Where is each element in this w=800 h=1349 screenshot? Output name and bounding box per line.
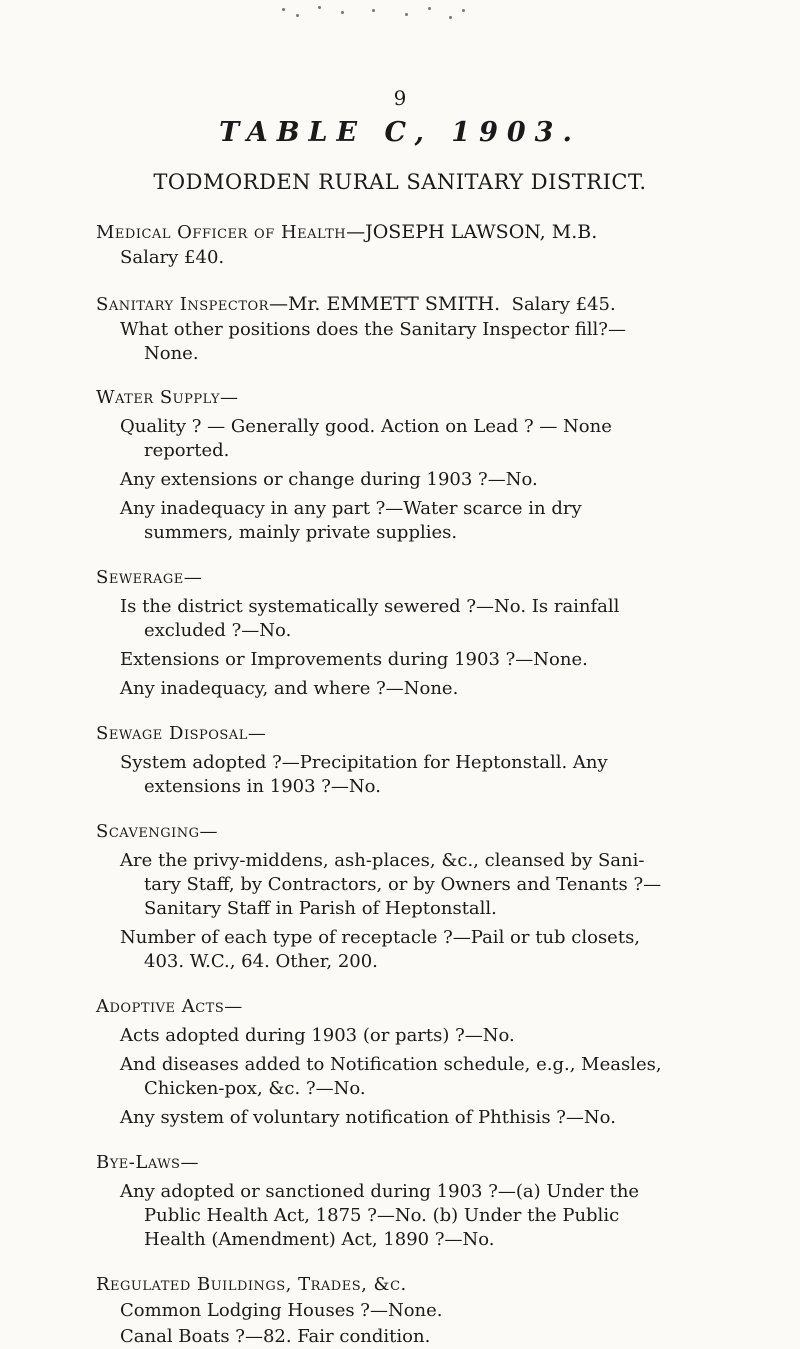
bye-laws-line: Any adopted or sanctioned during 1903 ?—(a) Under the: [120, 1181, 640, 1202]
water-supply-heading: Water Supply—: [96, 387, 239, 408]
sanitary-inspector-question: What other positions does the Sanitary Inspector fill?—: [120, 319, 626, 340]
water-supply-line: reported.: [144, 440, 230, 461]
medical-officer-name: —JOSEPH LAWSON, M.B.: [346, 221, 598, 243]
sewerage-line: excluded ?—No.: [144, 620, 292, 641]
sewerage-line: Any inadequacy, and where ?—None.: [120, 678, 459, 699]
regulated-buildings-heading: Regulated Buildings, Trades, &c.: [96, 1274, 407, 1295]
sanitary-inspector-line: [96, 292, 616, 317]
sewage-disposal-line: extensions in 1903 ?—No.: [144, 776, 381, 797]
adoptive-acts-line: Acts adopted during 1903 (or parts) ?—No.: [120, 1025, 515, 1046]
medical-officer-salary: Salary £40.: [120, 247, 225, 268]
scavenging-heading: Scavenging—: [96, 821, 219, 842]
scavenging-line: Sanitary Staff in Parish of Heptonstall.: [144, 898, 497, 919]
sewerage-heading: Sewerage—: [96, 567, 203, 588]
medical-officer-line: [96, 220, 597, 245]
adoptive-acts-line: And diseases added to Notification schedule, e.g., Measles,: [120, 1054, 662, 1075]
adoptive-acts-line: Chicken-pox, &c. ?—No.: [144, 1078, 366, 1099]
sanitary-inspector-name: —Mr. EMMETT SMITH.: [268, 293, 501, 315]
table-title: TABLE C, 1903.: [219, 117, 581, 148]
water-supply-line: Quality ? — Generally good. Action on Lead ? — None: [120, 416, 612, 437]
water-supply-line: Any extensions or change during 1903 ?—No.: [120, 469, 538, 490]
water-supply-line: summers, mainly private supplies.: [144, 522, 458, 543]
bye-laws-heading: Bye-Laws—: [96, 1152, 199, 1173]
sanitary-inspector-answer: None.: [144, 343, 199, 364]
medical-officer-label: Medical Officer of Health: [96, 222, 347, 243]
print-speckles: [0, 0, 800, 40]
regulated-buildings-line: Common Lodging Houses ?—None.: [120, 1300, 443, 1321]
scavenging-line: Are the privy-middens, ash-places, &c., cleansed by Sani-: [120, 850, 645, 871]
scavenging-line: 403. W.C., 64. Other, 200.: [144, 951, 378, 972]
sanitary-inspector-label: Sanitary Inspector: [96, 294, 269, 315]
bye-laws-line: Health (Amendment) Act, 1890 ?—No.: [144, 1229, 495, 1250]
scavenging-line: Number of each type of receptacle ?—Pail or tub closets,: [120, 927, 641, 948]
sewage-disposal-line: System adopted ?—Precipitation for Heptonstall. Any: [120, 752, 608, 773]
sewage-disposal-heading: Sewage Disposal—: [96, 723, 267, 744]
sanitary-inspector-salary: Salary £45.: [511, 294, 616, 315]
page-number: 9: [393, 86, 407, 110]
scavenging-line: tary Staff, by Contractors, or by Owners and Tenants ?—: [144, 874, 662, 895]
adoptive-acts-heading: Adoptive Acts—: [96, 996, 243, 1017]
sewerage-line: Extensions or Improvements during 1903 ?—None.: [120, 649, 588, 670]
adoptive-acts-line: Any system of voluntary notification of Phthisis ?—No.: [120, 1107, 616, 1128]
regulated-buildings-line: Canal Boats ?—82. Fair condition.: [120, 1326, 431, 1347]
water-supply-line: Any inadequacy in any part ?—Water scarce in dry: [120, 498, 582, 519]
bye-laws-line: Public Health Act, 1875 ?—No. (b) Under the Public: [144, 1205, 620, 1226]
sewerage-line: Is the district systematically sewered ?—No. Is rainfall: [120, 596, 620, 617]
district-heading: TODMORDEN RURAL SANITARY DISTRICT.: [153, 170, 647, 194]
